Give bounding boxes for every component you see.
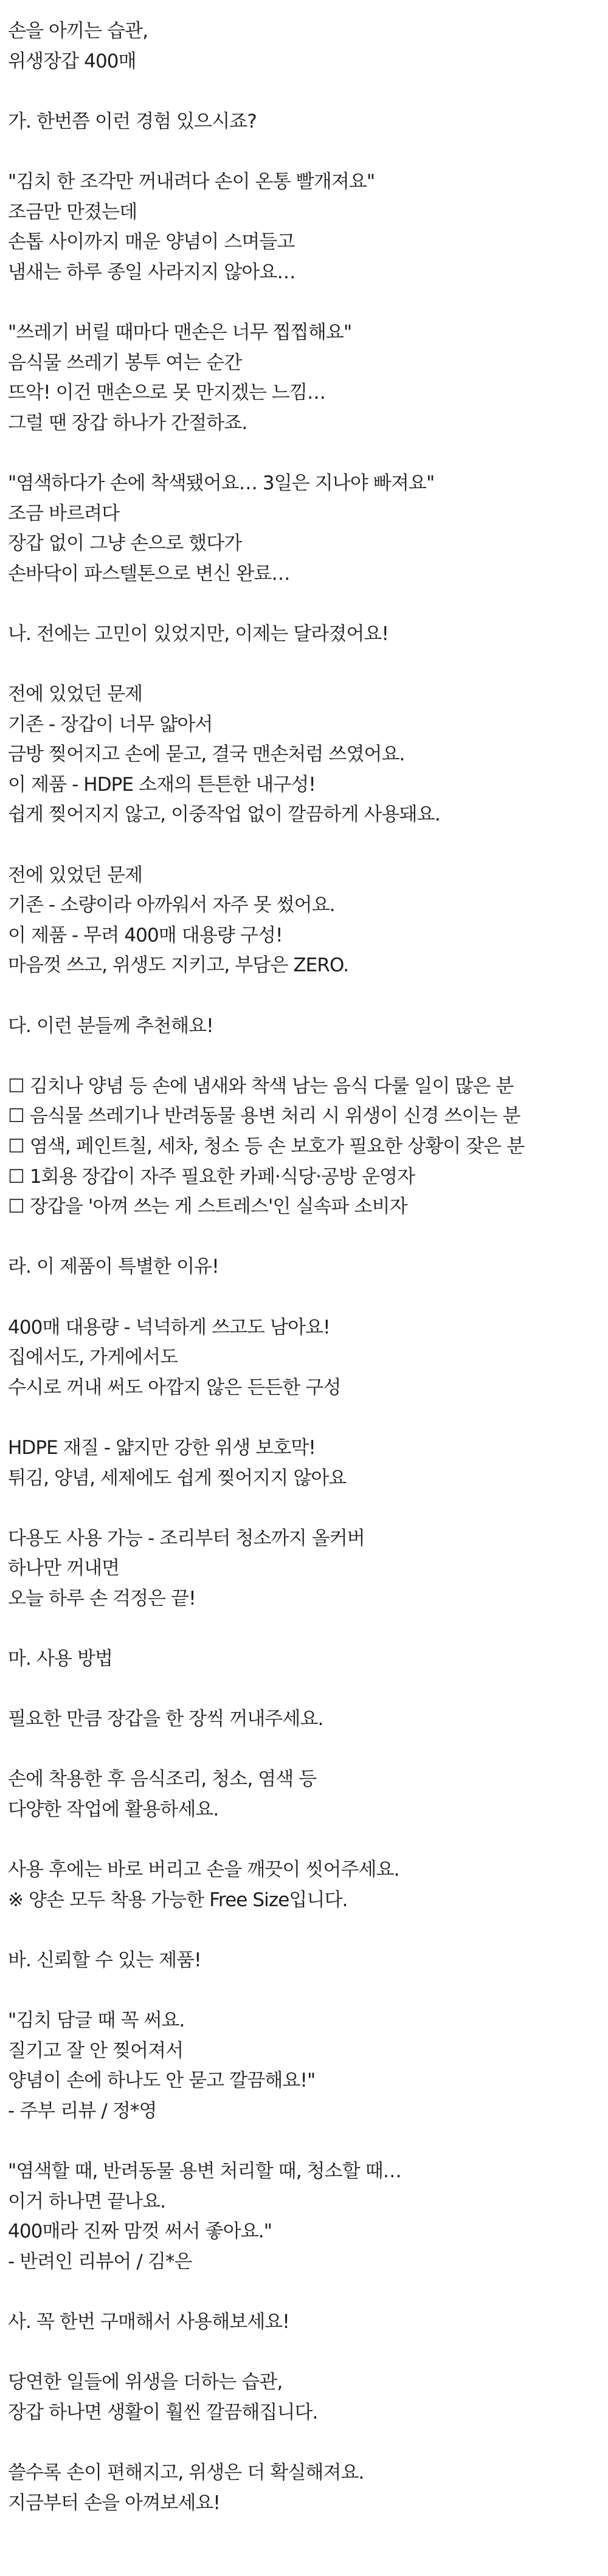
text-line: "김치 담글 때 꼭 써요. — [8, 2009, 185, 2032]
text-line: 쉽게 찢어지지 않고, 이중작업 없이 깔끔하게 사용돼요. — [8, 804, 440, 826]
text-line: - 주부 리뷰 / 정*영 — [8, 2099, 157, 2122]
text-line: 당연한 일들에 위생을 더하는 습관, — [8, 2371, 283, 2394]
text-line: 나. 전에는 고민이 있었지만, 이제는 달라졌어요! — [8, 622, 389, 645]
text-line: 400매라 진짜 맘껏 써서 좋아요." — [8, 2220, 272, 2243]
text-line: ☐ 음식물 쓰레기나 반려동물 용변 처리 시 위생이 신경 쓰이는 분 — [8, 1105, 520, 1128]
product-description — [8, 16, 601, 2518]
paragraph — [8, 2157, 601, 2277]
text-line: 라. 이 제품이 특별한 이유! — [8, 1256, 219, 1278]
text-line: 전에 있었던 문제 — [8, 864, 143, 886]
paragraph — [8, 2458, 601, 2518]
text-line: 사용 후에는 바로 버리고 손을 깨끗이 씻어주세요. — [8, 1859, 399, 1881]
text-line: 위생장갑 400매 — [8, 50, 136, 72]
paragraph — [8, 1433, 601, 1493]
text-line: 기존 - 장갑이 너무 얇아서 — [8, 713, 213, 735]
text-line: 뜨악! 이건 맨손으로 못 만지겠는 느낌… — [8, 382, 326, 404]
paragraph — [8, 167, 601, 288]
paragraph — [8, 1855, 601, 1915]
text-line: 이거 하나면 끝나요. — [8, 2190, 166, 2213]
paragraph — [8, 2368, 601, 2428]
text-line: 오늘 하루 손 걱정은 끝! — [8, 1587, 196, 1610]
text-line: ☐ 1회용 장갑이 자주 필요한 카페·식당·공방 운영자 — [8, 1165, 415, 1188]
text-line: 수시로 꺼내 써도 아깝지 않은 든든한 구성 — [8, 1376, 341, 1399]
text-line: 이 제품 - 무려 400매 대용량 구성! — [8, 924, 283, 946]
paragraph — [8, 1252, 601, 1283]
text-line: 다용도 사용 가능 - 조리부터 청소까지 올커버 — [8, 1527, 365, 1549]
paragraph — [8, 1313, 601, 1403]
text-line: 금방 찢어지고 손에 묻고, 결국 맨손처럼 쓰였어요. — [8, 743, 405, 766]
text-line: 마. 사용 방법 — [8, 1648, 113, 1670]
text-line: "염색할 때, 반려동물 용변 처리할 때, 청소할 때… — [8, 2160, 401, 2183]
text-line: 손바닥이 파스텔톤으로 변신 완료… — [8, 562, 290, 585]
text-line: 조금 바르려다 — [8, 502, 120, 525]
text-line: 마음껏 쓰고, 위생도 지키고, 부담은 ZERO. — [8, 954, 349, 977]
text-line: 이 제품 - HDPE 소재의 튼튼한 내구성! — [8, 773, 316, 796]
text-line: 양념이 손에 하나도 안 묻고 깔끔해요!" — [8, 2070, 316, 2092]
text-line: 전에 있었던 문제 — [8, 683, 143, 706]
text-line: HDPE 재질 - 얇지만 강한 위생 보호막! — [8, 1436, 316, 1459]
text-line: 400매 대용량 - 넉넉하게 쓰고도 남아요! — [8, 1316, 330, 1338]
text-line: 집에서도, 가게에서도 — [8, 1346, 178, 1369]
text-line: 바. 신뢰할 수 있는 제품! — [8, 1949, 201, 1971]
text-line: ☐ 김치나 양념 등 손에 냄새와 착색 남는 음식 다룰 일이 많은 분 — [8, 1075, 514, 1097]
text-line: 냄새는 하루 종일 사라지지 않아요… — [8, 261, 295, 283]
text-line: ☐ 장갑을 '아껴 쓰는 게 스트레스'인 실속파 소비자 — [8, 1196, 407, 1218]
paragraph — [8, 2006, 601, 2126]
text-line: 다. 이런 분들께 추천해요! — [8, 1014, 213, 1037]
paragraph — [8, 16, 601, 77]
text-line: 쓸수록 손이 편해지고, 위생은 더 확실해져요. — [8, 2462, 364, 2484]
text-line: 손톱 사이까지 매운 양념이 스며들고 — [8, 231, 295, 253]
text-line: ☐ 염색, 페인트칠, 세차, 청소 등 손 보호가 필요한 상황이 잦은 분 — [8, 1135, 525, 1157]
text-line: 손을 아끼는 습관, — [8, 20, 148, 42]
text-line: 튀김, 양념, 세제에도 쉽게 찢어지지 않아요 — [8, 1467, 347, 1489]
text-line: "쓰레기 버릴 때마다 맨손은 너무 찝찝해요" — [8, 321, 352, 343]
text-line: 필요한 만큼 장갑을 한 장씩 꺼내주세요. — [8, 1708, 323, 1731]
paragraph — [8, 2307, 601, 2338]
paragraph — [8, 1946, 601, 1976]
text-line: 음식물 쓰레기 봉투 여는 순간 — [8, 351, 242, 374]
text-line: 질기고 잘 안 찢어져서 — [8, 2039, 184, 2062]
text-line: 장갑 하나면 생활이 훨씬 깔끔해집니다. — [8, 2401, 318, 2423]
paragraph — [8, 619, 601, 650]
text-line: ※ 양손 모두 착용 가능한 Free Size입니다. — [8, 1889, 348, 1911]
paragraph — [8, 680, 601, 830]
text-line: 그럴 땐 장갑 하나가 간절하죠. — [8, 412, 247, 434]
text-line: 기존 - 소량이라 아까워서 자주 못 썼어요. — [8, 894, 335, 917]
paragraph — [8, 318, 601, 438]
paragraph — [8, 1765, 601, 1825]
text-line: 다양한 작업에 활용하세요. — [8, 1799, 219, 1821]
text-line: - 반려인 리뷰어 / 김*은 — [8, 2250, 192, 2273]
paragraph — [8, 469, 601, 589]
text-line: 가. 한번쯤 이런 경험 있으시죠? — [8, 110, 257, 133]
paragraph — [8, 1524, 601, 1614]
text-line: 손에 착용한 후 음식조리, 청소, 염색 등 — [8, 1768, 317, 1791]
paragraph — [8, 1072, 601, 1222]
text-line: 장갑 없이 그냥 손으로 했다가 — [8, 532, 242, 555]
paragraph — [8, 107, 601, 137]
text-line: 조금만 만졌는데 — [8, 201, 137, 223]
text-line: 하나만 꺼내면 — [8, 1557, 120, 1580]
paragraph — [8, 861, 601, 981]
text-line: "김치 한 조각만 꺼내려다 손이 온통 빨개져요" — [8, 170, 375, 193]
paragraph — [8, 1644, 601, 1675]
text-line: "염색하다가 손에 착색됐어요… 3일은 지나야 빠져요" — [8, 472, 435, 494]
text-line: 사. 꼭 한번 구매해서 사용해보세요! — [8, 2311, 289, 2333]
paragraph — [8, 1011, 601, 1042]
paragraph — [8, 1704, 601, 1735]
text-line: 지금부터 손을 아껴보세요! — [8, 2492, 220, 2514]
